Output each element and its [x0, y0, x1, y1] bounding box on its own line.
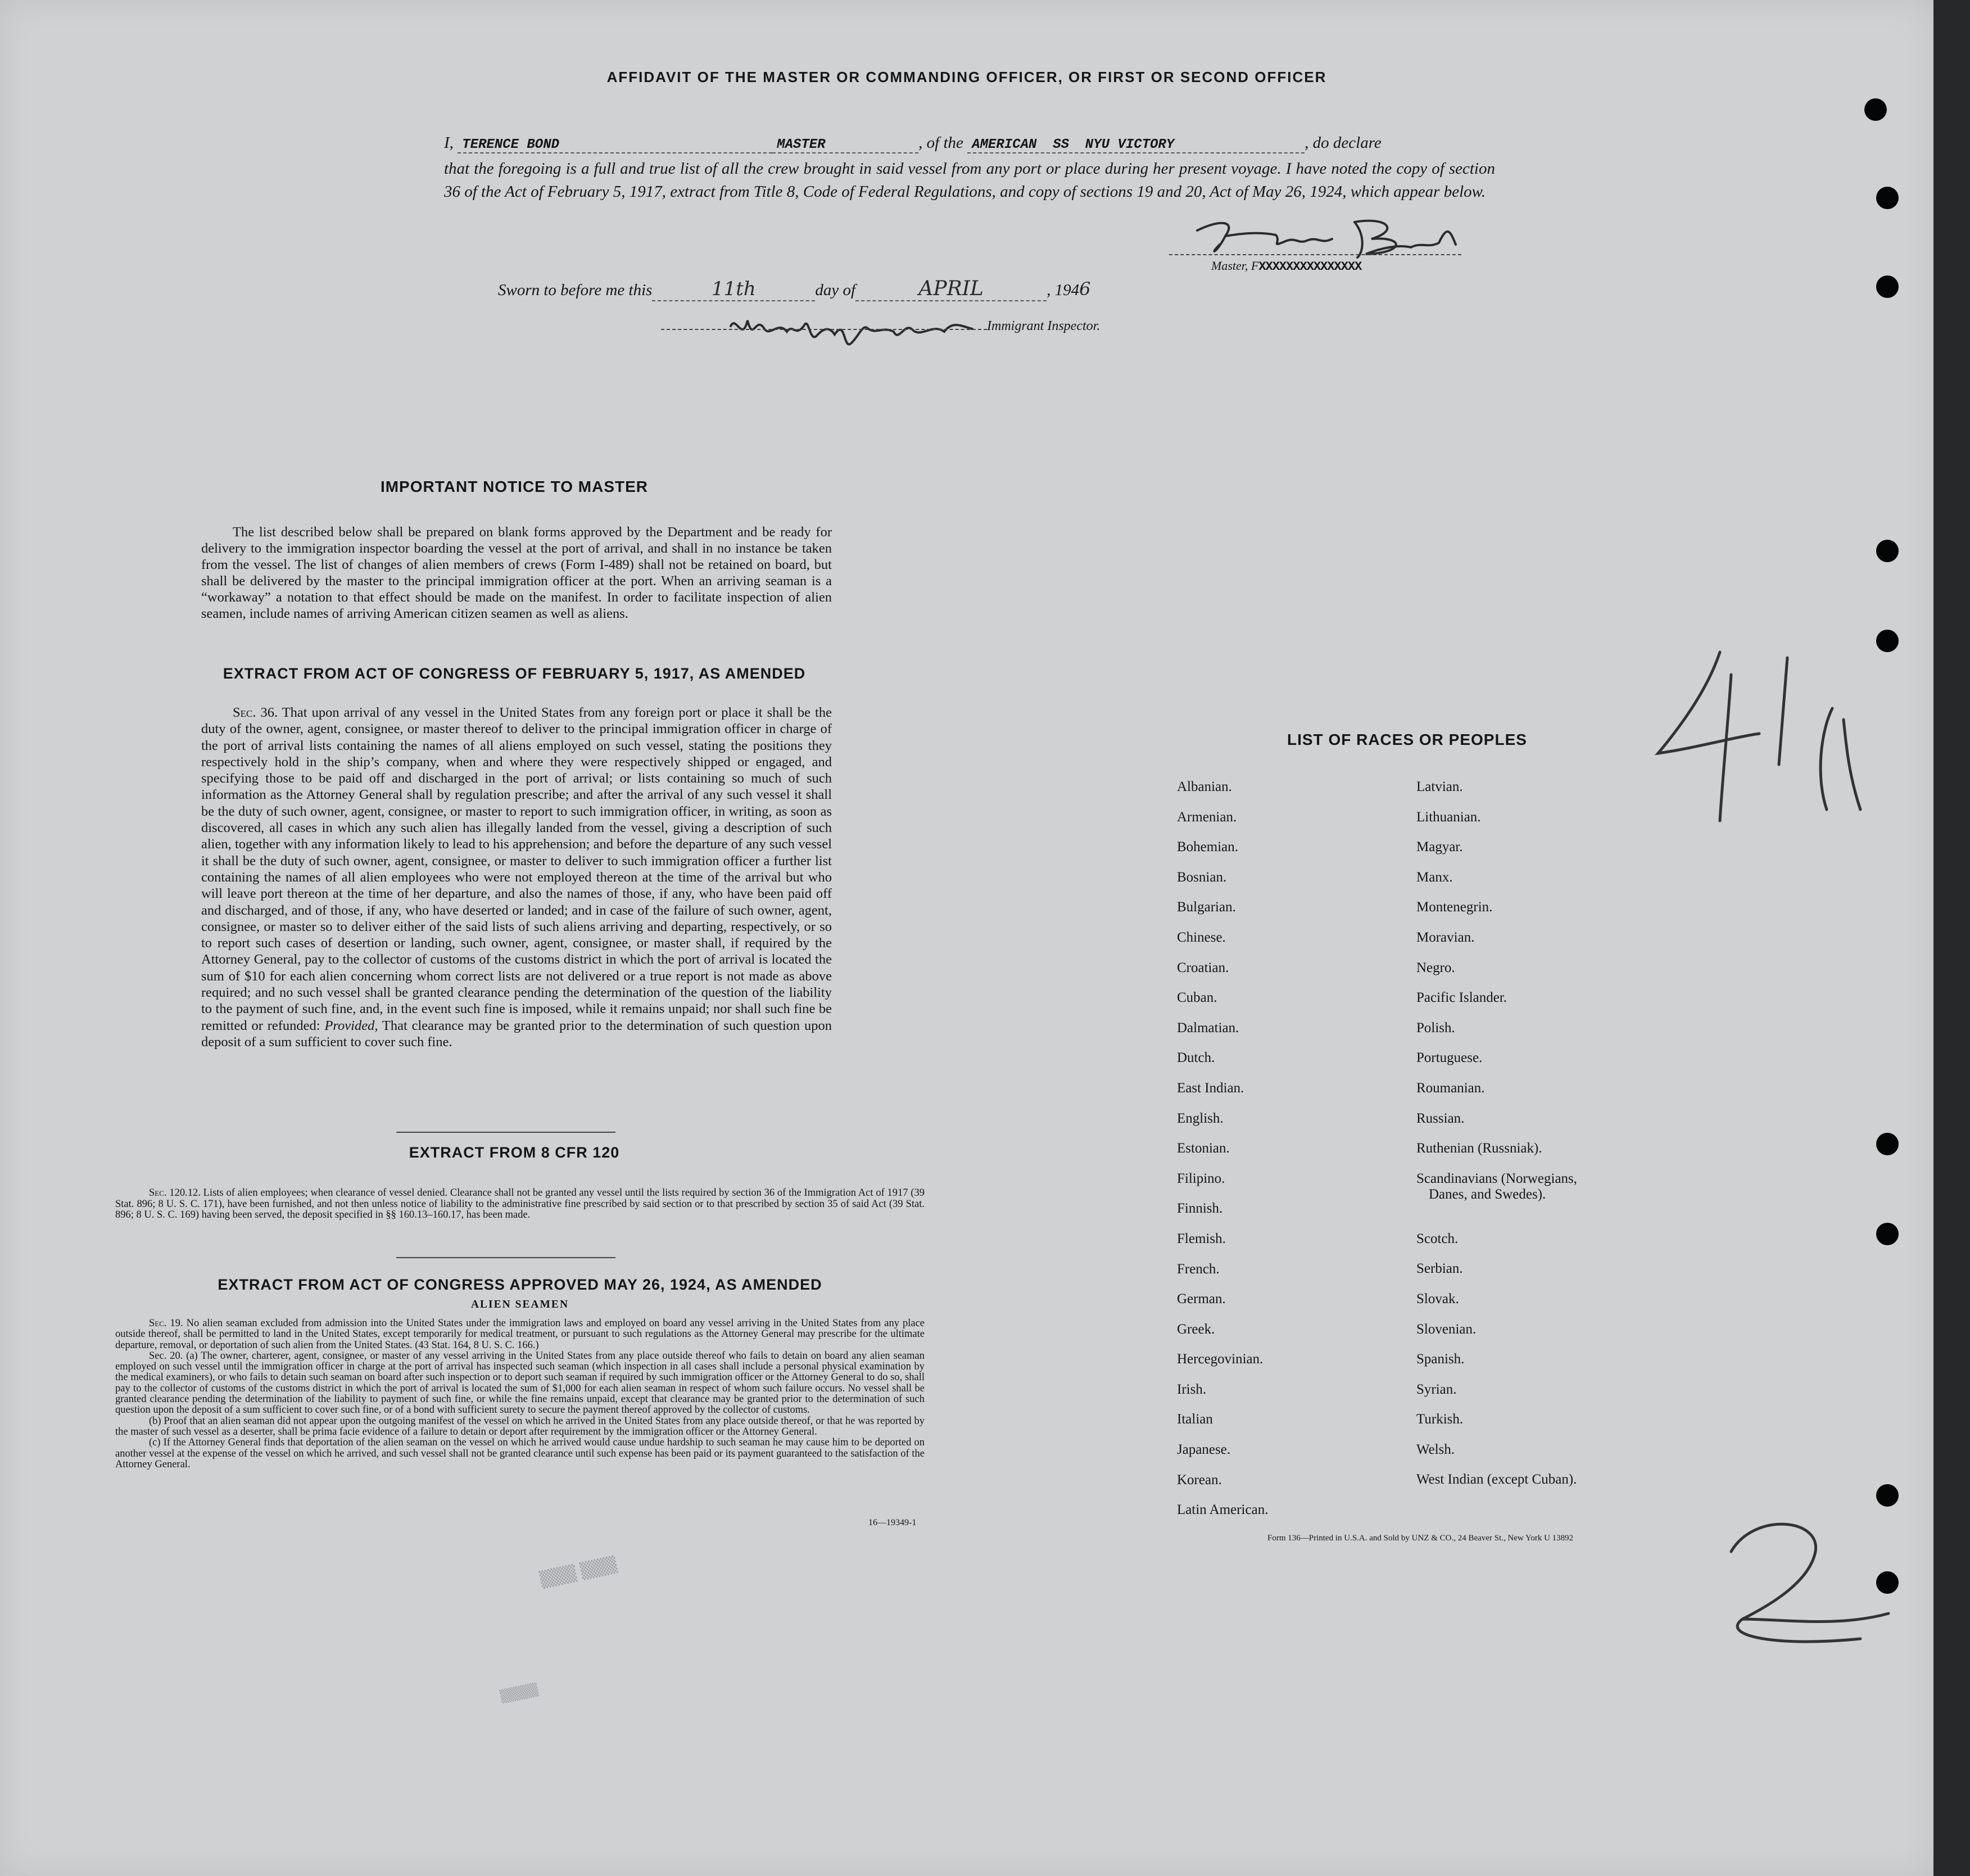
- section-36-body-a: That upon arrival of any vessel in the United States from any foreign port or place it shall be the duty of the owner, agent, consignee, or master thereof to deliver to the principal immigration officer in charge of the port of arrival lists containing the names of all aliens employed on such vessel, stating the positions they respectively hold in the ship’s company, when and where they were respectively shipped or engaged, and specifying those to be paid off and discharged in the port of arrival; or lists containing so much of such information as the Attorney General shall by regulation prescribe; and after the arrival of any such vessel it shall be the duty of such owner, agent, consignee, or master to report to such immigration officer, in writing, as soon as discovered, all cases in which any such alien has illegally landed from the vessel, giving a description of such alien, together with any information likely to lead to his apprehension; and before the departure of any such vessel it shall be the duty of such owner, agent, consignee, or master to deliver to such immigration officer a further list containing the names of all alien employees who were not employed thereon at the time of the arrival but who will leave port thereon at the time of her departure, and also the names of those, if any, who have been paid off and discharged, and of those, if any, who have deserted or landed; and in case of the failure of such owner, agent, consignee, or master so to deliver either of the said lists of such aliens arriving and departing, respectively, or so to report such cases of desertion or landing, such owner, agent, consignee, or master shall, if required by the Attorney General, pay to the collector of customs of the customs district in which the port of arrival is located the sum of $10 for each alien concerning whom correct lists are not delivered or a true report is not made as above required; and no such vessel shall be granted clearance pending the determination of the question of the liability to the payment of such fine, and, in the event such fine is imposed, while it remains unpaid; nor shall such fine be remitted or refunded:: [201, 705, 832, 1033]
- race-item: Filipino.: [1177, 1170, 1225, 1186]
- binder-hole: [1876, 630, 1899, 652]
- master-struck-text: XXXXXXXXXXXXXXX: [1258, 260, 1362, 274]
- race-item: Chinese.: [1177, 929, 1226, 945]
- binder-hole: [1876, 1223, 1899, 1245]
- divider: [396, 1132, 615, 1133]
- race-item: Bosnian.: [1177, 869, 1227, 885]
- race-item: Negro.: [1416, 960, 1455, 975]
- race-item: Latvian.: [1416, 779, 1463, 794]
- binder-hole: [1876, 540, 1899, 562]
- master-label: [1211, 259, 1361, 274]
- binder-hole: [1876, 1571, 1899, 1594]
- notice-body: The list described below shall be prepared on blank forms approved by the Department and be ready for delivery to the immigration inspector boarding the vessel at the port of arrival, and shall in no instance be taken from the vessel. The list of changes of alien members of crews (Form I-489) shall not be retained on board, but shall be delivered by the master to the principal immigration officer at the port. When an arriving seaman is a “workaway” a notation to that effect should be made on the manifest. In order to facilitate inspection of alien seamen, include names of arriving American citizen seamen as well as aliens.: [201, 525, 832, 621]
- race-item: Hercegovinian.: [1177, 1351, 1263, 1367]
- cfr-section-label: Sec. 120.12.: [149, 1187, 201, 1199]
- sworn-day-value: 11th: [712, 278, 756, 300]
- races-column-b: [1416, 779, 1652, 1502]
- section-36-label: Sec. 36.: [233, 705, 278, 720]
- race-item: French.: [1177, 1261, 1220, 1277]
- alien-seamen-subtitle: ALIEN SEAMEN: [470, 1299, 569, 1310]
- affidavit-declaration-line: [444, 134, 1495, 153]
- section-36-body-b: That clearance may be granted prior to the determination of such question upon deposit of a sum sufficient to cover such fine.: [201, 1018, 832, 1050]
- binder-hole: [1876, 275, 1899, 298]
- race-item: Latin American.: [1177, 1502, 1269, 1518]
- section-36-text: [201, 704, 832, 1050]
- race-item: Magyar.: [1416, 839, 1463, 855]
- extract-1924-title: EXTRACT FROM ACT OF CONGRESS APPROVED MAY 26, 1924, AS AMENDED: [218, 1276, 822, 1293]
- race-item: Portuguese.: [1416, 1050, 1483, 1066]
- race-item: Russian.: [1416, 1110, 1465, 1126]
- race-item: Flemish.: [1177, 1231, 1226, 1246]
- printer-imprint: Form 136—Printed in U.S.A. and Sold by UNZ & CO., 24 Beaver St., New York U 13892: [1267, 1534, 1574, 1543]
- section-19-body: No alien seaman excluded from admission into the United States under the immigration laws and employed on board any vessel arriving in the United States from any place outside thereof, shall be permitted to land in the United States, except temporarily for medical treatment, or pursuant to such regulations as the Attorney General may prescribe for the ultimate departure, removal, or deportation of such alien from the United States. (43 Stat. 164, 8 U. S. C. 166.): [115, 1318, 925, 1351]
- master-name-field: [458, 134, 772, 153]
- affidavit-body: that the foregoing is a full and true list of all the crew brought in said vessel from any port or place during her present voyage. I have noted the copy of section 36 of the Act of February 5, 1917, extract from Title 8, Code of Federal Regulations, and copy of sections 19 and 20, Act of May 26, 1924, which appear below.: [444, 160, 1495, 201]
- race-item: East Indian.: [1177, 1080, 1244, 1096]
- master-signature: [1186, 214, 1467, 264]
- race-item: Scandinavians (Norwegians,: [1416, 1170, 1578, 1186]
- affidavit-title: AFFIDAVIT OF THE MASTER OR COMMANDING OFFICER, OR FIRST OR SECOND OFFICER: [606, 69, 1327, 85]
- binder-hole: [1864, 98, 1887, 121]
- year-suffix: 6: [1079, 278, 1091, 300]
- race-item: Lithuanian.: [1416, 809, 1481, 825]
- races-column-a: [1177, 779, 1402, 1533]
- race-item: Roumanian.: [1416, 1080, 1485, 1096]
- race-item: Bohemian.: [1177, 839, 1239, 855]
- race-item: Greek.: [1177, 1321, 1215, 1337]
- section-20a-text: Sec. 20. (a) The owner, charterer, agent, consignee, or master of any vessel arriving in the United States from any place outside thereof who fails to detain on board any alien seaman employed on such vessel until the immigration officer in charge at the port of arrival has inspected such seaman (which inspection in all cases shall include a personal physical examination by the medical examiners), or who fails to detain such seaman on board after such inspection or to deport such seaman if required by such immigration officer or the Attorney General to do so, shall pay to the collector of customs of the customs district in which the port of arrival is located the sum of $1,000 for each alien seaman in respect of whom such failure occurs. No vessel shall be granted clearance pending the determination of the liability to payment of such fine, or while the fine remains unpaid, except that clearance may be granted prior to the determination of such question upon the deposit of a sum sufficient to cover such fine, or of a bond with sufficient surety to secure the payment thereof approved by the collector of customs.: [115, 1350, 925, 1416]
- race-item: Slovenian.: [1416, 1321, 1477, 1337]
- section-20b-text: (b) Proof that an alien seaman did not appear upon the outgoing manifest of the vessel on which he arrived in the United States from any place outside thereof, or that he was reported by the master of such vessel as a deserter, shall be prima facie evidence of a failure to detain or deport after requirement by the immigration officer or the Attorney General.: [115, 1415, 925, 1437]
- binder-hole: [1876, 1133, 1899, 1155]
- extract-cfr-title: EXTRACT FROM 8 CFR 120: [409, 1144, 620, 1161]
- form-code: 16—19349-1: [868, 1518, 917, 1527]
- vessel-field: [967, 134, 1305, 153]
- affidavit-pronoun: I,: [444, 134, 454, 152]
- race-item: Pacific Islander.: [1416, 990, 1507, 1006]
- rank-value: MASTER: [777, 137, 826, 152]
- rank-field: [772, 134, 918, 153]
- cfr-section-text: [115, 1188, 925, 1221]
- race-item: Syrian.: [1416, 1381, 1457, 1397]
- master-signature-line: [1169, 254, 1461, 255]
- race-item: Turkish.: [1416, 1412, 1464, 1427]
- sworn-prefix: Sworn to before me this: [498, 281, 653, 299]
- race-item: Polish.: [1416, 1020, 1455, 1036]
- notice-title: IMPORTANT NOTICE TO MASTER: [380, 478, 649, 495]
- section-36-provided: Provided,: [324, 1018, 378, 1033]
- race-item: Italian: [1177, 1412, 1213, 1427]
- race-item: Slovak.: [1416, 1291, 1459, 1307]
- race-item: Montenegrin.: [1416, 899, 1493, 915]
- race-item: Estonian.: [1177, 1141, 1230, 1156]
- vessel-value: AMERICAN SS NYU VICTORY: [972, 137, 1175, 152]
- race-item: Manx.: [1416, 869, 1453, 885]
- of-the-label: , of the: [918, 134, 963, 152]
- cfr-section-body: Lists of alien employees; when clearance of vessel denied. Clearance shall not be granted any vessel until the lists required by section 36 of the Immigration Act of 1917 (39 Stat. 896; 8 U. S. C. 171), have been furnished, and not then unless notice of liability to the administrative fine prescribed by said section or to that prescribed by section 35 of said Act (39 Stat. 896; 8 U. S. C. 169) having been served, the deposit specified in §§ 160.13–160.17, has been made.: [115, 1187, 925, 1221]
- race-item: Bulgarian.: [1177, 899, 1236, 915]
- binder-hole: [1876, 1484, 1899, 1507]
- faint-stamp: ▒▒▒▒: [499, 1683, 540, 1705]
- race-item: Spanish.: [1416, 1351, 1465, 1367]
- section-19-text: [115, 1318, 925, 1351]
- race-item: Moravian.: [1416, 929, 1475, 945]
- race-item: Albanian.: [1177, 779, 1232, 794]
- race-item: Korean.: [1177, 1472, 1222, 1488]
- sworn-day-field: [652, 278, 815, 301]
- race-item: Japanese.: [1177, 1442, 1231, 1458]
- year-prefix: , 194: [1047, 281, 1080, 299]
- day-of-label: day of: [815, 281, 856, 299]
- race-item: West Indian (except Cuban).: [1416, 1472, 1577, 1488]
- divider: [396, 1257, 615, 1258]
- inspector-label: Immigrant Inspector.: [987, 319, 1101, 333]
- race-item: Danes, and Swedes).: [1429, 1186, 1546, 1202]
- sworn-line: [498, 277, 1090, 301]
- race-item: English.: [1177, 1110, 1224, 1126]
- race-item: German.: [1177, 1291, 1226, 1307]
- handwritten-page-number: [1647, 641, 1883, 832]
- extract-1917-title: EXTRACT FROM ACT OF CONGRESS OF FEBRUARY 5, 1917, AS AMENDED: [223, 665, 806, 682]
- handwritten-sheet-number: [1709, 1507, 1894, 1647]
- race-item: Armenian.: [1177, 809, 1237, 825]
- do-declare-label: , do declare: [1305, 134, 1382, 152]
- extract-1924-body: [115, 1318, 925, 1470]
- race-item: Cuban.: [1177, 990, 1217, 1006]
- master-label-text: Master, F: [1211, 259, 1259, 273]
- inspector-line: [661, 319, 1100, 334]
- race-item: Ruthenian (Russniak).: [1416, 1141, 1542, 1156]
- faint-stamp: ▒▒▒ ▒▒▒: [538, 1555, 619, 1589]
- race-item: Finnish.: [1177, 1201, 1223, 1217]
- sworn-month-value: APRIL: [918, 277, 984, 300]
- section-20c-text: (c) If the Attorney General finds that deportation of the alien seaman on the vessel on which he arrived would cause undue hardship to such seaman he may cause him to be deported on another vessel at the expense of the vessel on which he arrived, and such vessel shall not be granted clearance until such expense has been paid or its payment guaranteed to the satisfaction of the Attorney General.: [115, 1437, 925, 1470]
- race-item: Dutch.: [1177, 1050, 1215, 1066]
- section-19-label: Sec. 19.: [149, 1318, 183, 1329]
- races-title: LIST OF RACES OR PEOPLES: [1287, 731, 1527, 748]
- sworn-month-field: [855, 277, 1047, 301]
- race-item: Serbian.: [1416, 1261, 1463, 1277]
- master-name-value: TERENCE BOND: [462, 137, 559, 152]
- race-item: Welsh.: [1416, 1441, 1455, 1457]
- binder-hole: [1876, 187, 1899, 209]
- race-item: Scotch.: [1416, 1231, 1459, 1246]
- race-item: Croatian.: [1177, 960, 1229, 975]
- race-item: Irish.: [1177, 1381, 1207, 1397]
- race-item: Dalmatian.: [1177, 1020, 1239, 1036]
